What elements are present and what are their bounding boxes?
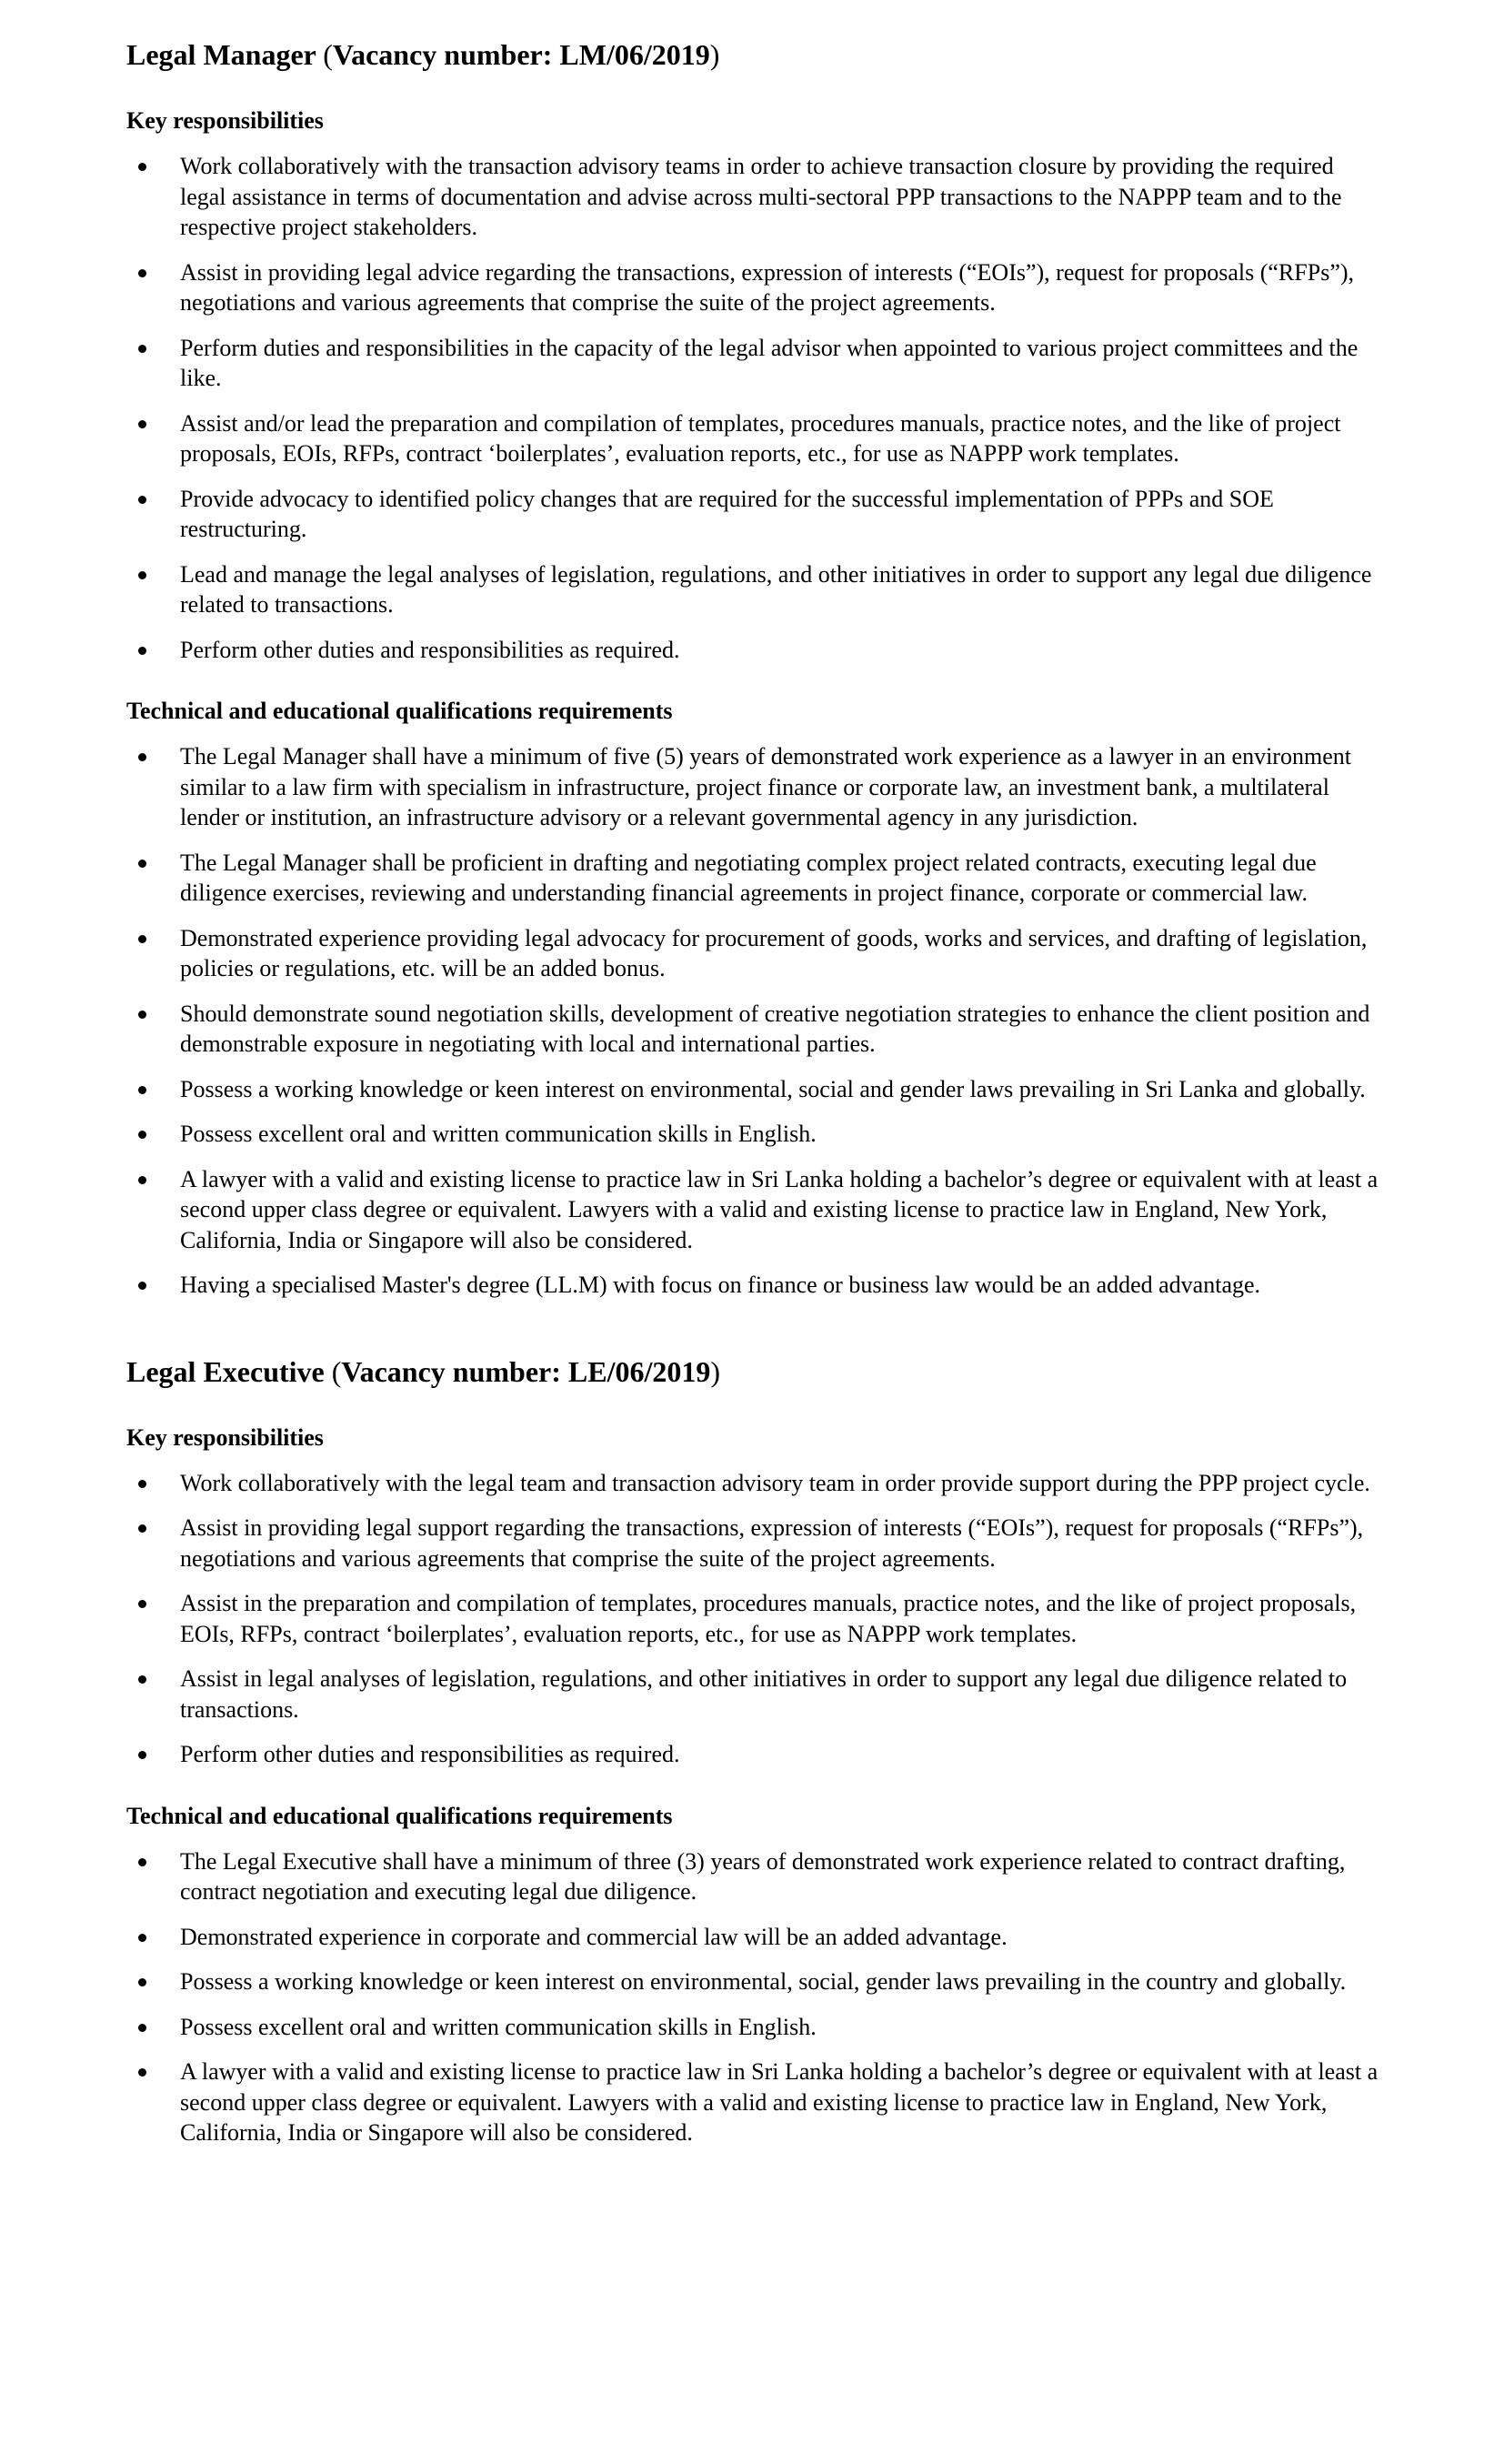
list-item-text: Possess a working knowledge or keen interest on environmental, social, gender laws prevailing in the country and globally. [180,1968,1347,1995]
list-item [126,1074,1381,1105]
bullet-icon [138,1934,146,1942]
list-item [126,999,1381,1060]
list-item [126,1588,1381,1649]
vacancy-number: Vacancy number: LE/06/2019 [341,1354,711,1388]
list-item [126,1664,1381,1725]
section-title [126,1353,1381,1390]
list-item [126,257,1381,318]
bullet-icon [138,753,146,761]
bullet-icon [138,420,146,428]
list-item-text: Demonstrated experience in corporate and commercial law will be an added advantage. [180,1923,1008,1950]
key-responsibilities-list [126,151,1381,665]
bullet-icon [138,571,146,579]
bullet-icon [138,2068,146,2077]
list-item-text: Assist in providing legal advice regarding the transactions, expression of interests (“EOIs”), request for proposals (“RFPs”), negotiations and various agreements that comprise the suite of the project agreements. [180,258,1355,316]
section-title [126,36,1381,73]
bullet-icon [138,1282,146,1290]
list-item-text: Possess excellent oral and written communication skills in English. [180,2013,817,2040]
list-item-text: The Legal Executive shall have a minimum of three (3) years of demonstrated work experience related to contract drafting, contract negotiation and executing legal due diligence. [180,1847,1346,1905]
list-item-text: Perform other duties and responsibilities as required. [180,1741,680,1767]
list-item-text: A lawyer with a valid and existing license to practice law in Sri Lanka holding a bachelor’s degree or equivalent with at least a second upper class degree or equivalent. Lawyers with a valid and existing license to practice law in England, New York, California, India or Singapore will also be considered. [180,2058,1379,2146]
qualifications-list [126,1846,1381,2148]
list-item [126,2057,1381,2148]
bullet-icon [138,1675,146,1684]
close-paren: ) [709,38,720,71]
open-paren: ( [323,38,333,71]
bullet-icon [138,496,146,504]
qualifications-heading: Technical and educational qualifications requirements [126,1802,673,1829]
bullet-icon [138,860,146,868]
list-item [126,408,1381,469]
list-item-text: Demonstrated experience providing legal advocacy for procurement of goods, works and services, and drafting of legislation, policies or regulations, etc. will be an added bonus. [180,924,1368,981]
key-responsibilities-heading: Key responsibilities [126,1423,324,1451]
list-item-text: Work collaboratively with the legal team and transaction advisory team in order provide support during the PPP project cycle. [180,1469,1370,1496]
bullet-icon [138,1086,146,1094]
list-item-text: Assist in the preparation and compilation of templates, procedures manuals, practice notes, and the like of project proposals, EOIs, RFPs, contract ‘boilerplates’, evaluation reports, etc., for use as NAPPP work templates. [180,1590,1357,1647]
list-item [126,848,1381,909]
bullet-icon [138,1011,146,1019]
list-item-text: Should demonstrate sound negotiation skills, development of creative negotiation strategies to enhance the client position and demonstrable exposure in negotiating with local and international parties. [180,1000,1370,1057]
list-item [126,2012,1381,2043]
list-item [126,1468,1381,1499]
bullet-icon [138,345,146,353]
bullet-icon [138,935,146,943]
list-item [126,559,1381,620]
list-item [126,1513,1381,1574]
list-item-text: Perform other duties and responsibilities as required. [180,636,680,663]
list-item-text: Perform duties and responsibilities in the capacity of the legal advisor when appointed to various project committees and the like. [180,334,1359,391]
list-item [126,741,1381,833]
bullet-icon [138,269,146,277]
list-item-text: Provide advocacy to identified policy changes that are required for the successful implementation of PPPs and SOE restructuring. [180,485,1274,542]
bullet-icon [138,1600,146,1608]
bullet-icon [138,1751,146,1759]
bullet-icon [138,1131,146,1139]
document-page [126,36,1381,2163]
qualifications-list [126,741,1381,1301]
key-responsibilities-heading: Key responsibilities [126,107,324,134]
list-item-text: Work collaboratively with the transaction advisory teams in order to achieve transaction closure by providing the required legal assistance in terms of documentation and advise across multi-sectoral PPP transactions to the NAPPP team and to the respective project stakeholders. [180,153,1342,240]
list-item [126,1846,1381,1907]
bullet-icon [138,1176,146,1184]
list-item [126,1966,1381,1997]
list-item-text: A lawyer with a valid and existing license to practice law in Sri Lanka holding a bachelor’s degree or equivalent with at least a second upper class degree or equivalent. Lawyers with a valid and existing license to practice law in England, New York, California, India or Singapore will also be considered. [180,1165,1379,1253]
bullet-icon [138,1858,146,1866]
position-title: Legal Executive [126,1354,325,1388]
list-item-text: Assist and/or lead the preparation and compilation of templates, procedures manuals, practice notes, and the like of project proposals, EOIs, RFPs, contract ‘boilerplates’, evaluation reports, etc., for use as NAPPP work templates. [180,409,1341,467]
open-paren: ( [331,1354,342,1388]
list-item-text: The Legal Manager shall have a minimum of five (5) years of demonstrated work experience as a lawyer in an environment similar to a law firm with specialism in infrastructure, project finance or corporate law, an investment bank, a multilateral lender or institution, an infrastructure advisory or a relevant governmental agency in any jurisdiction. [180,743,1351,830]
list-item [126,1119,1381,1150]
list-item [126,151,1381,243]
list-item [126,1270,1381,1301]
bullet-icon [138,163,146,171]
key-responsibilities-list [126,1468,1381,1770]
section-legal-executive [126,1353,1381,2148]
list-item [126,923,1381,984]
position-title: Legal Manager [126,38,316,71]
list-item-text: The Legal Manager shall be proficient in drafting and negotiating complex project related contracts, executing legal due diligence exercises, reviewing and understanding financial agreements in project finance, corporate or commercial law. [180,849,1317,906]
bullet-icon [138,647,146,655]
list-item-text: Possess excellent oral and written communication skills in English. [180,1121,817,1147]
list-item-text: Assist in legal analyses of legislation, regulations, and other initiatives in order to support any legal due diligence related to transactions. [180,1665,1348,1723]
bullet-icon [138,1524,146,1533]
list-item [126,635,1381,666]
list-item-text: Lead and manage the legal analyses of legislation, regulations, and other initiatives in order to support any legal due diligence related to transactions. [180,560,1372,618]
list-item-text: Possess a working knowledge or keen interest on environmental, social and gender laws prevailing in Sri Lanka and globally. [180,1075,1366,1102]
section-legal-manager [126,36,1381,1301]
list-item-text: Assist in providing legal support regarding the transactions, expression of interests (“EOIs”), request for proposals (“RFPs”), negotiations and various agreements that comprise the suite of the project agreements. [180,1514,1364,1572]
list-item [126,333,1381,394]
bullet-icon [138,1978,146,1986]
vacancy-number: Vacancy number: LM/06/2019 [332,38,710,71]
list-item-text: Having a specialised Master's degree (LL.M) with focus on finance or business law would be an added advantage. [180,1272,1261,1298]
list-item [126,1922,1381,1953]
close-paren: ) [710,1354,720,1388]
bullet-icon [138,2024,146,2032]
list-item [126,1739,1381,1770]
list-item [126,1164,1381,1256]
bullet-icon [138,1480,146,1488]
qualifications-heading: Technical and educational qualifications requirements [126,698,673,724]
list-item [126,484,1381,545]
